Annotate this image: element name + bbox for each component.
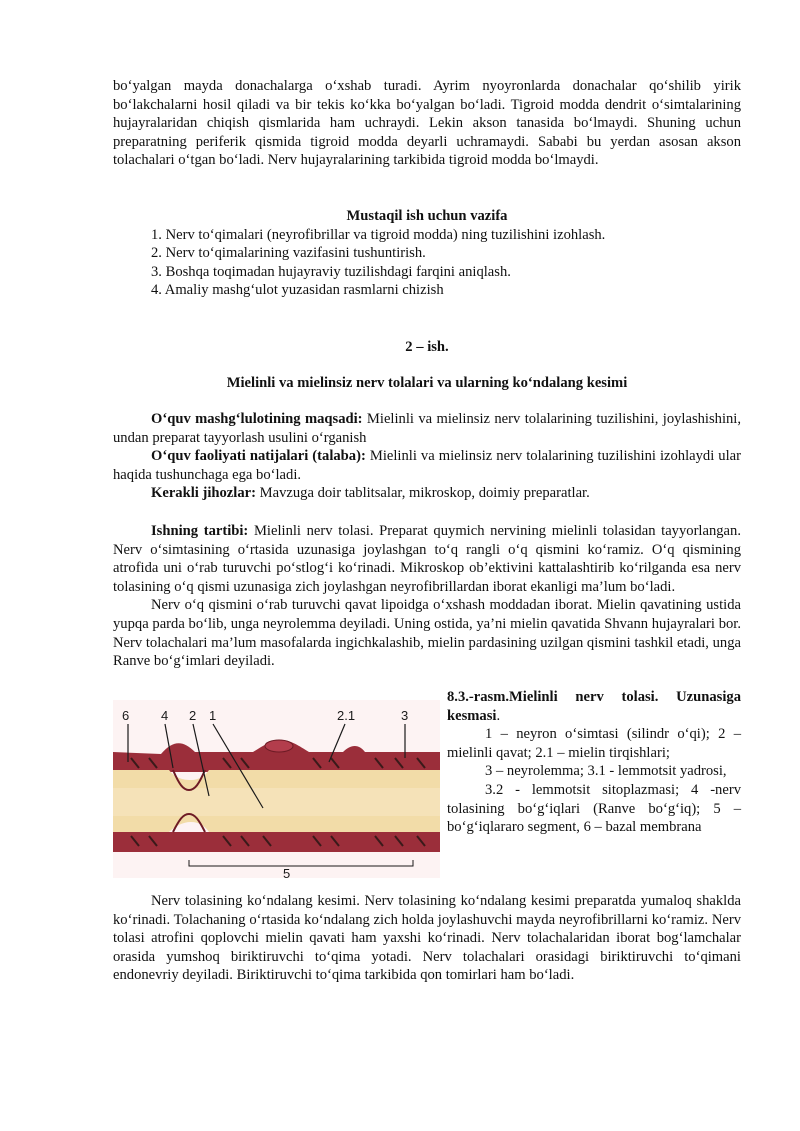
equipment-paragraph — [113, 484, 741, 503]
figure-label-2-1: 2.1 — [337, 708, 356, 723]
figure-label-1: 1 — [209, 708, 217, 723]
list-item: 2. Nerv to‘qimalarining vazifasini tushuntirish. — [151, 245, 426, 262]
nerve-fiber-figure — [113, 700, 440, 878]
goal-paragraph — [113, 410, 741, 447]
procedure-paragraph — [113, 522, 741, 596]
work-title-block — [113, 374, 741, 393]
myelin-paragraph: Nerv o‘q qismini o‘rab turuvchi qavat lipoidga o‘xshash moddadan iborat. Mielin qavatining ustida yupqa parda bo‘lib, unga neyrolemma deyiladi. Uning ostida, ya’ni mielin qavatida Shvann hujayralari bor. Nerv tolachalari ma’lum masofalarda ingichkalashib, mielin pardasining uzilgan qismini tashkil etadi, unga Ranve bo‘g‘imlari deyiladi. — [113, 597, 741, 670]
procedure-text: Mielinli nerv tolasi. Preparat quymich nervining mielinli tolasidan tayyorlangan. Nerv o‘simtasining o‘rtasida uzunasiga joylashgan to‘q rangli o‘q qismini ko‘ramiz. O‘q qismining atrofida uni o‘rab turuvchi po‘stlog‘i ko‘rinadi. Mikroskop ob’ektivini kattalashtirib ko‘rilganda esa nerv tolasining o‘q qismi uzunasiga zich joylashgan neyrofibrillardan iborat ekanligi ma’lum bo‘ladi. — [113, 523, 741, 595]
work-title: Mielinli va mielinsiz nerv tolalari va ularning ko‘ndalang kesimi — [226, 375, 628, 391]
lower-myelin — [113, 816, 440, 832]
caption-line: 3 – neyrolemma; 3.1 - lemmotsit yadrosi, — [485, 763, 727, 780]
figure-caption — [447, 688, 741, 837]
caption-title: 8.3.-rasm.Mielinli nerv tolasi. Uzunasiga kesmasi. — [447, 689, 741, 724]
list-item: 1. Nerv to‘qimalari (neyrofibrillar va tigroid modda) ning tuzilishini izohlash. — [151, 226, 606, 243]
figure-label-5: 5 — [283, 866, 291, 878]
lower-membrane — [113, 832, 440, 852]
goals-section — [113, 410, 741, 503]
intro-paragraph: bo‘yalgan mayda donachalarga o‘xshab turadi. Ayrim nyoyronlarda donachalar qo‘shilib yirik bo‘lakchalarni hosil qiladi va bir tekis ko‘kka bo‘yalgan bo‘ladi. Tigroid modda dendrit o‘simtalarining hujayralaridan chiqish qismlarida ham uchraydi. Lekin akson tanasida bo‘lmaydi. Shuning uchun preparatning periferik qismida tigroid modda deyarli uchramaydi. Sababi bu yerdan asosan akson tolachalari o‘tgan bo‘ladi. Nerv hujayralarining tarkibida tigroid modda bo‘lmaydi. — [113, 78, 741, 169]
work-number: 2 – ish. — [405, 339, 449, 355]
axon-core — [113, 788, 440, 816]
tasks-section — [113, 207, 741, 300]
caption-title-text: 8.3.-rasm.Mielinli nerv tolasi. Uzunasiga kesmasi — [447, 689, 741, 724]
list-item: 3. Boshqa toqimadan hujayraviy tuzilishdagi farqini aniqlash. — [151, 263, 511, 280]
figure-label-3: 3 — [401, 708, 409, 723]
figure-label-6: 6 — [122, 708, 130, 723]
upper-myelin — [113, 770, 440, 788]
cross-section-paragraph: Nerv tolasining ko‘ndalang kesimi. Nerv tolasining ko‘ndalang kesimi preparatda yumaloq shaklda ko‘rinadi. Tolachaning o‘rtasida ko‘ndalang zich holda joylashuvchi mayda neyrofibrillarni ko‘ramiz. Nerv tolasi atrofini qoplovchi mielin qavati ham yaxshi ko‘rinadi. Nerv tolachalaridan iborat bog‘lamchalar orasida yumshoq biriktiruvchi to‘qima yotadi. Nerv tolachalari orasidagi biriktiruvchi to‘qimani endonevriy deyiladi. Biriktiruvchi to‘qima tarkibida qon tomirlari ham bo‘ladi. — [113, 893, 741, 984]
result-text: Mielinli va mielinsiz nerv tolalarining tuzilishini izohlaydi ular haqida tushunchaga ega bo‘ladi. — [113, 448, 741, 483]
figure-label-4: 4 — [161, 708, 169, 723]
caption-line: 3.2 - lemmotsit sitoplazmasi; 4 -nerv tolasining bo‘g‘iqlari (Ranve bo‘g‘iq); 5 – bo‘g‘iqlararo segment, 6 – bazal membrana — [447, 781, 741, 836]
cross-section — [113, 892, 741, 985]
tasks-title: Mustaqil ish uchun vazifa — [346, 208, 508, 224]
equipment-label: Kerakli jihozlar: — [151, 485, 256, 502]
result-paragraph — [113, 447, 741, 484]
nerve-fiber-illustration — [113, 700, 440, 878]
result-label: O‘quv faoliyati natijalari (talaba): — [151, 448, 366, 465]
lemmocyte-nucleus — [265, 740, 293, 752]
figure-label-2: 2 — [189, 708, 197, 723]
procedure-section — [113, 522, 741, 671]
list-item: 4. Amaliy mashg‘ulot yuzasidan rasmlarni chizish — [151, 282, 444, 299]
goal-label: O‘quv mashg‘lulotining maqsadi: — [151, 411, 363, 427]
equipment-text: Mavzuga doir tablitsalar, mikroskop, doimiy preparatlar. — [255, 485, 590, 502]
tasks-list — [151, 226, 741, 300]
work-header — [113, 338, 741, 357]
caption-line: 1 – neyron o‘simtasi (silindr o‘qi); 2 – mielinli qavat; 2.1 – mielin tirqishlari; — [447, 726, 741, 761]
top-section — [113, 77, 741, 170]
procedure-label: Ishning tartibi: — [151, 523, 249, 539]
goal-text: Mielinli va mielinsiz nerv tolalarining tuzilishini, joylashishini, undan preparat tayyorlash usulini o‘rganish — [113, 411, 742, 446]
